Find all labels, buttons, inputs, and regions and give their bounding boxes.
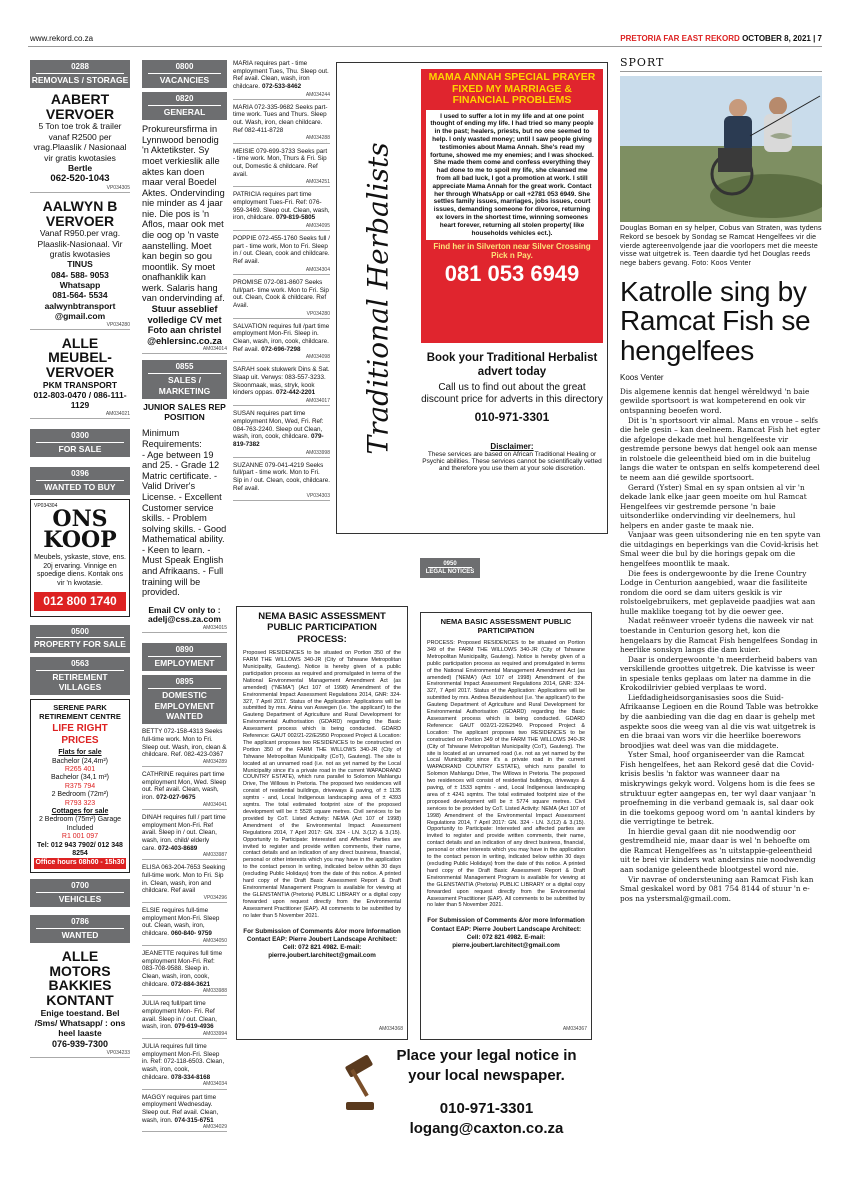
ad-ref: AM033998: [233, 450, 330, 458]
domestic-ad: [233, 148, 330, 179]
ad-text: DINAH requires full / part time employment Mon-Fri. Ref avail. Sleep in / out. Clean, wash, iron. child/ elderly care.: [142, 813, 226, 852]
ons-koop-ad: [30, 499, 130, 617]
ad-phone: 079-819-5805: [275, 214, 316, 222]
category-wanted: 0786 WANTED: [30, 915, 130, 943]
mama-annah-ad: [421, 69, 603, 343]
unit-price: R375 794: [64, 782, 96, 790]
ad-title: ONS KOOP: [43, 506, 117, 554]
ad-text: BETTY 072-158-4313 Seeks full-time work. Mon to Fri. Sleep out. Wash, iron, clean & childcare. Ref. 082-423-0367: [142, 728, 227, 759]
article-paragraph: Dis algemene kennis dat hengel wêreldwyd 'n baie gewilde sportsoort is wat kompeterend en ook vir ontspanning beoefen word.: [620, 386, 810, 416]
ad-email: Email CV only to : adelj@css.za.com: [147, 604, 222, 625]
disclaimer-title: Disclaimer:: [490, 441, 534, 451]
unit-price: R265 401: [64, 766, 96, 774]
herbalist-directory: [336, 62, 608, 534]
notice-contact: For Submission of Comments &/or more Information Contact EAP: Pierre Joubert Landscape Architect: Cell: 072 821 4982. E-mail: pierre.joubert.larchitect@gmail.com: [427, 917, 585, 949]
ad-phone: 072-027-9675: [156, 794, 196, 802]
ad-testimonial: I used to suffer a lot in my life and at one point thought of ending my life. I had tried so many people in the past; healers, priests, but no one seemed to help. I only wasted money; until I saw people giving testimonies about Mama Annah. She's read my fortune, showed me my enemies; and I was shocked. She made them come and confess everything they had done to me to spoil my life, she cleansed me from all bad luck, I got a promotion at work. I still appreciate Mama Annah for the great work. Contact her through WhatsApp or call +2781 053 6949. She settles family issues, marriages, jobs issues, court issues, demanding someone for divorce, returning ex lovers in the shortest time, winning someones heart forever, returning all stolen property( like households vehicles ect.).: [426, 110, 598, 241]
ad-text: JULIA req full/part time employment Mon- Fri. Ref avail. Sleep in / out. Clean, wash, iron.: [142, 1000, 217, 1031]
ad-phone: 072-442-2201: [275, 389, 316, 397]
article-paragraph: Nadat reënweer vroeër tydens die naweek vir nat toestande in Centurion gesorg het, kon die hengelaars by die Ramcat Fish hengelfees Sondag in heerlike sonskyn langs die dam kuier.: [620, 616, 818, 655]
ad-ref: AM034014: [142, 346, 227, 354]
unit-type: 2 Bedroom (72m²): [51, 791, 109, 799]
domestic-ad: [142, 728, 227, 759]
ad-heading: MAMA ANNAH SPECIAL PRAYER FIXED MY MARRIAGE & FINANCIAL PROBLEMS: [428, 71, 596, 107]
domestic-ad: [142, 771, 227, 802]
ad-cta: Stuur asseblief volledige CV met Foto aan christel @ehlersinc.co.za: [147, 304, 222, 346]
site-url: www.rekord.co.za: [30, 34, 94, 43]
ad-ref: VP034280: [30, 322, 130, 330]
issue-date: OCTOBER 8, 2021: [742, 34, 811, 43]
disclaimer-text: These services are based on African Traditional Healing or Psychic abilities. These services cannot be scientifically vetted and therefore you use them at your sole discretion.: [422, 450, 602, 472]
ad-ref: AM034304: [233, 267, 330, 275]
ad-email: logang@caxton.co.za: [409, 1119, 564, 1137]
classifieds-column-2: [142, 60, 227, 1136]
page-number: 7: [817, 34, 822, 43]
ad-phone: 074-315-6751: [174, 1116, 214, 1124]
ad-ref: AM034034: [142, 1081, 227, 1089]
ad-location: Find her in Silverton near Silver Crossing Pick n Pay.: [433, 242, 591, 261]
ad-phone: Tel: 012 943 7902/ 012 348 8254: [37, 841, 123, 857]
ad-requirements-list: - Age between 19 and 25. - Grade 12 Matric certificate. - Valid Driver's License. - Excellent Customer service skills. - Problem solving skills. - Good Mathematical ability. - Keen to learn. - Must Speak English and Afrikaans. - Full training will be provided.: [142, 449, 227, 598]
ad-ref: AM034251: [233, 179, 330, 187]
ad-whatsapp-label: Whatsapp: [59, 280, 101, 291]
ad-phone: 079-819-7382: [233, 433, 324, 448]
ad-phone: 012 800 1740: [34, 592, 126, 611]
ad-text: PROMISE 072-081-8607 Seeks full/part- time work. Mon to Fri. Sip out. Clean, Cook & childcare. Ref Avail.: [233, 278, 329, 309]
ad-phone: 062-520-1043: [50, 173, 110, 185]
ad-ref: AM034368: [378, 1025, 403, 1032]
ad-title: ALLE MOTORS BAKKIES KONTANT: [46, 948, 114, 1009]
notice-body: Proposed RESIDENCES to be situated on Portion 350 of the FARM THE WILLOWS 340-JR (City of Tshwane Metropolitan Municipality, Gauteng). Notice is hereby given of a public participation process as required and promulgated in terms of the National Environmental Management Amendment Act (as amended) ("NEMA") (Act 107 of 1998) Amendment of the Environmental Impact Assessment Regulations 2014, GNR: 324-327, 7 April 2017. Status of the Application: Applications will be submitted by mrs. Anina van Aswegen (i.e. 'the applicant') to the Gauteng Department of Agriculture and Rural Development for Environmental Authorisation (GDARD) regarding the Basic Assessment process which is being conducted. GDARD Reference: GAUT 002/21-22/E2950 Proposed Project & Location: The applicant proposes two RESIDENCES to be constructed on Portion 350 of the FARM THE WILLOWS 340-JR (City of Tshwane Metropolitan Municipality (CoT), Gauteng). The site is located at an unnamed road (i.e. not as yet named by the Local Municipality since it's a private road in the current WAPADRAND COUNTRY ESTATE), which runs parallel to Solomon Mahlangu Drive, The Willows in Pretoria. The proposed two residences will consist of residential buildings, driveways & paving, of ± 1135 sqmtrs - and, Local Indigenous landscaping area of ± 4393 sqmtrs. The total estimated footprint size of the proposed development will be ± 5528 square metres. Civil services to be provided by CoT. Listed Activity: NEMA (Act 107 of 1998) Amendment of the Environmental Impact Assessment Regulations 2014, 7 April 2017: GN. 324 - LN. 3.(12) & 3.(15). Opportunity to Participate: Interested and Affected Parties are invited to register and provide written comments, their name, contact details and an indication of any direct business, financial, personal or other interests which you may have in the application to the contact person in writing, indicated below within 30 days (excluding Public Holidays) from the date of this notice. A printed hard copy of the Draft Basic Assessment Report & Draft Environmental Management Program is available for viewing at the GLENSTANTIA (Pretoria) PUBLIC LIBRARY or a digital copy forwarded upon request directly from the Environmental Assessment Practitioner (EAP). All comments to be submitted by no later than 5 November 2021.: [243, 650, 401, 919]
notice-title: NEMA BASIC ASSESSMENT PUBLIC PARTICIPATION: [440, 617, 572, 635]
category-for-sale: 0300 FOR SALE: [30, 429, 130, 457]
gavel-icon: [340, 1052, 378, 1112]
ad-ref: AM034367: [562, 1025, 587, 1032]
unit-price: R1 001 097: [61, 833, 99, 841]
ad-email: aalwynbtransport @gmail.com: [44, 300, 116, 322]
ad-ref: AM034098: [233, 354, 330, 362]
unit-type: 2 Bedroom (75m²) Garage Included: [38, 816, 122, 832]
ad-ref: VP034280: [233, 311, 330, 319]
ad-phone: 072-403-8689: [158, 844, 198, 852]
classifieds-column-3: [233, 60, 330, 505]
ad-text: MEISIE 079-699-3733 Seeks part - time work. Mon, Thurs & Fri. Sip out, Domestic & childcare. Ref avail.: [233, 147, 328, 178]
header-rule: [28, 46, 822, 47]
category-general: 0820 GENERAL: [142, 92, 227, 120]
domestic-ad: [142, 864, 227, 895]
ad-text: SUZANNE 079-041-4219 Seeks full/part - time work. Mon to Fri. Sip in / out. Clean, cook, childcare. Ref avail.: [233, 461, 330, 492]
ad-text: ELSIE requires full-time employment Mon-Fri. Sleep out. Clean, wash, iron, childcare.: [142, 907, 220, 938]
article-paragraph: Gerard (Yster) Smal en sy span ontsien al vir 'n dekade lank elke jaar geen moeite om hul Ramcat Hengelfees vir gestremde persone 'n baie uitsonderlike ondervinding vir deelnemers, hul helpers en ander gaste te maak nie.: [620, 482, 807, 530]
ad-phone: 072-884-3621: [170, 980, 211, 988]
ad-requirements-label: Minimum Requirements:: [142, 428, 202, 450]
ad-ref: AM033987: [142, 852, 227, 860]
ad-phone: 010-971-3301: [474, 409, 550, 424]
ad-subheading: Cottages for sale: [51, 808, 109, 816]
ad-text: PATRICIA requires part time employment Tues-Fri. Ref: 076-959-3469. Sleep out. Clean, wash, iron, childcare.: [233, 191, 330, 222]
domestic-ad: [233, 235, 330, 266]
ad-phone: 084- 588- 9053: [51, 269, 109, 280]
ad-body: Call us to find out about the great discount price for adverts in this directory: [421, 381, 603, 405]
domestic-ad: [142, 1094, 227, 1125]
ad-phone: 072-533-8462: [261, 83, 302, 91]
ad-heading: LIFE RIGHT PRICES: [52, 723, 108, 747]
ad-text: MARIA 072-335-9682 Seeks part-time work. Tues and Thurs. Sleep out. Wash, iron, clean childcare. Ref 082-411-8728: [233, 103, 328, 134]
ad-ref: AM033988: [142, 988, 227, 996]
ad-phone: 081 053 6949: [444, 260, 580, 286]
domestic-ad: [233, 462, 330, 493]
article-paragraph: Vir navrae of ondersteuning aan Ramcat Fish kan Smal geskakel word by 081 754 8144 of stuur 'n e-pos na ystersmal@gmail.com.: [620, 874, 814, 903]
herbalist-side-title: Traditional Herbalists: [361, 141, 395, 455]
ad-heading: Book your Traditional Herbalist advert today: [426, 352, 598, 379]
ad-phone: 079-619-4936: [174, 1023, 214, 1031]
category-retirement-villages: 0563 RETIREMENT VILLAGES: [30, 657, 130, 695]
ad-subtitle: PKM TRANSPORT: [42, 379, 118, 390]
category-domestic-employment-wanted: 0895 DOMESTIC EMPLOYMENT WANTED: [142, 675, 227, 724]
category-wanted-to-buy: 0396 WANTED TO BUY: [30, 467, 130, 495]
ad-ref: VP034296: [142, 895, 227, 903]
domestic-ad: [142, 1000, 227, 1031]
paper-name: PRETORIA FAR EAST REKORD: [620, 34, 740, 43]
article-paragraph: Die fees is ondergewoonte by die Irene Country Lodge in Centurion aangebied, waar die fasiliteite rondom die oord se dam uiters geskik is vir rolstoelgebruikers, met geplaveide paadjies wat aan hulle maklike toegang tot by die oewer gee.: [620, 568, 816, 616]
ad-text: JULIA requires full time employment Mon-Fri. Sleep in. Ref: 072-118-6503. Clean, wash, iron, cook, childcare.: [142, 1043, 225, 1081]
domestic-ad: [233, 104, 330, 135]
article-paragraph: In hierdie geval gaan dit nie noodwendig oor gestremdheid nie, maar daar is wel 'n behoefte om die Ramcat Hengelfees as 'n uitstappie-geleentheid uit te brei vir kinders wat andersins nie noodwendig aan sodanige geleenthede blootgestel word nie.: [620, 826, 816, 875]
ad-ref: AM034015: [142, 625, 227, 633]
ad-ref: AM034289: [142, 759, 227, 767]
ad-text: JEANETTE requires full time employment Mon-Fri. Ref: 083-708-9588. Sleep in. Clean, wash, iron, cook, childcare.: [142, 949, 223, 988]
ad-title: SERENE PARK RETIREMENT CENTRE: [39, 703, 121, 722]
serene-park-ad: [30, 699, 130, 872]
section-label: SPORT: [620, 56, 822, 72]
ad-text: ELISA 063-204-7653 Seeking full-time work. Mon to Fri. Sip in. Clean, wash, iron and childcare. Ref avail: [142, 864, 225, 895]
category-legal-notices: 0950 LEGAL NOTICES: [420, 558, 480, 578]
classifieds-column-1: [30, 60, 130, 1062]
ad-title: AABERT VERVOER: [45, 91, 115, 122]
ad-contact: Bertle: [67, 162, 93, 173]
domestic-ad: [142, 1043, 227, 1081]
ad-text: SUSAN requires part time employment Mon, Wed, Fri. Ref: 084-763-2240. Sleep out Clean, wash, iron, cook, childcare.: [233, 410, 324, 441]
ad-title: JUNIOR SALES REP POSITION: [143, 401, 226, 422]
photo-caption: Douglas Boman en sy helper, Cobus van Straten, was tydens Rekord se besoek by Sondag se Ramcat Hengelfees vir die vierde agtereenvolgende jaar die voorlopers met die meeste visse wat uitgetrek is. Teen daardie tyd het Douglas reeds nege babers gevang. Foto: Koos Venter: [620, 225, 822, 267]
ad-title: AALWYN B VERVOER: [42, 197, 118, 229]
domestic-ad: [142, 950, 227, 988]
ad-text: SARAH soek stukwerk Dins & Sat. Slaap uit. Verwys: 083-557-3233. Skoonmaak, was, stryk, kook kinders oppas.: [233, 366, 330, 397]
domestic-ad: [142, 814, 227, 852]
ad-text: MAGGY requires part time employment Wednesday. Sleep out. Ref avail. Clean, wash, iron.: [142, 1093, 219, 1124]
domestic-ads-list: [142, 728, 227, 1132]
ad-heading: Place your legal notice in your local newspaper.: [396, 1047, 577, 1084]
ad-subheading: Flats for sale: [58, 749, 102, 757]
notice-contact: For Submission of Comments &/or more Information Contact EAP: Pierre Joubert Landscape Architect: Cell: 072 821 4982. E-mail: pierre.joubert.larchitect@gmail.com: [243, 927, 401, 960]
unit-type: Bachelor (24,4m²): [51, 757, 109, 765]
ad-body: Meubels, yskaste, stove, ens. 20j ervaring. Vinnige en spoedige diens. Kontak ons vir 'n kwotasie.: [34, 553, 126, 587]
ad-phone: 012-803-0470 / 086-111-1129: [33, 390, 127, 411]
ad-ref: VP034303: [233, 493, 330, 501]
ad-text: CATHRINE requires part time employment Mon, Wed. Sleep out. Ref avail. Clean, wash, iron.: [142, 771, 227, 802]
category-property-for-sale: 0500 PROPERTY FOR SALE: [30, 625, 130, 653]
ad-ref: AM033994: [142, 1031, 227, 1039]
ad-phone: 076-939-7300: [51, 1038, 109, 1049]
article-paragraph: Daar is ondergewoonte 'n meerderheid babers van verskillende groottes uitgetrek. Die katvisse is weer in spesiale tenks geplaas om later na damme in die Krokodilrivier gebied verplaas te word.: [620, 654, 818, 693]
domestic-ad: [233, 410, 330, 448]
domestic-ad: [233, 323, 330, 354]
ad-phone: 072-696-7298: [261, 345, 301, 353]
ad-ref: VP034304: [34, 503, 58, 510]
ad-title: ALLE MEUBEL-VERVOER: [45, 334, 115, 381]
ad-whatsapp-phone: 081-564- 5534: [52, 290, 108, 301]
domestic-ads-list: [233, 60, 330, 501]
unit-price: R793 323: [64, 799, 96, 807]
article-paragraph: Vanjaar was geen uitsondering nie en ten spyte van die uitdagings en beperkings van die Covid-krisis het Smal weer die bul by die horings gepak om die hengelfees moontlik te maak.: [620, 530, 821, 569]
category-vacancies: 0800 VACANCIES: [142, 60, 227, 88]
ad-ref: AM034095: [233, 223, 330, 231]
ad-ref: AM034029: [142, 1124, 227, 1132]
category-removals: 0288 REMOVALS / STORAGE: [30, 60, 130, 88]
ad-ref: VP034233: [30, 1050, 130, 1058]
ad-ref: AM034050: [142, 938, 227, 946]
article-photo: [620, 76, 822, 222]
ad-phone: 060-840- 9759: [170, 930, 212, 938]
ad-phone: 078-334-8168: [170, 1073, 211, 1081]
ad-ref: VP034305: [30, 185, 130, 193]
domestic-ad: [233, 279, 330, 310]
nema-notice-1: [236, 606, 408, 1040]
article-paragraph: Liefdadigheidsorganisasies soos die Suid-Afrikaanse Legioen en die Round Table was betrokke by die aanbieding van die dag en daar is gehelp met aspekte soos die weeg van al die vis wat uitgetrek is en die braai van wors vir die heerlike boerewors broodjies wat deel was van die middagete.: [620, 692, 819, 750]
domestic-ad: [233, 366, 330, 397]
ad-ref: AM034288: [233, 135, 330, 143]
ad-ref: AM034244: [233, 92, 330, 100]
category-employment: 0890 EMPLOYMENT: [142, 643, 227, 671]
ad-contact: TINUS: [67, 259, 93, 270]
legal-notice-ad: [336, 1042, 592, 1158]
category-sales-marketing: 0855 SALES / MARKETING: [142, 360, 227, 398]
domestic-ad: [142, 907, 227, 938]
sport-section: [620, 56, 822, 903]
ad-ref: AM034021: [30, 411, 130, 419]
ad-body: Vanaf R950.per vrag. Plaaslik-Nasionaal. Vir gratis kwotasies: [37, 228, 123, 260]
unit-type: Bachelor (34,1 m²): [51, 774, 109, 782]
ad-text: MARIA requires part - time employment Tues, Thu. Sleep out. Ref avail. Clean, wash, iron childcare.: [233, 60, 329, 91]
category-vehicles: 0700 VEHICLES: [30, 879, 130, 907]
notice-body: PROCESS: Proposed RESIDENCES to be situated on Portion 349 of the FARM THE WILLOWS 340-JR (City of Tshwane Metropolitan Municipality, Gauteng). Notice is hereby given of a public participation process as required and promulgated in terms of the National Environmental Management Amendment Act (as amended) ('NEMA') (Act 107 of 1998) Amendment of the Environmental Impact Assessment Regulations 2014, GNR: 324-327, 7 April 2017. Status of the Application: Applications will be submitted by mrs. Andrea Bezuidenhout (i.e. 'the applicant') to the Gauteng Department of Agriculture and Rural Development for Environmental Authorisation (GDARD) regarding the Basic Assessment process which is being conducted. GDARD Reference: GAUT 002/21-22/E2949. Proposed Project & Location: The applicant proposes two RESIDENCES to be constructed on Portion 349 of the FARM THE WILLOWS 340-JR (City of Tshwane Metropolitan Municipality (CoT), Gauteng). The site is located at an unnamed road (i.e. not as yet named by the Local Municipality since it's a private road in the current WAPADRAND COUNTRY ESTATE), which runs parallel to Solomon Mahlangu Drive, The Willows in Pretoria. The proposed two residences will consist of residential buildings, driveways & paving, of ± 1533 sqmtrs - and, Local Indigenous landscaping area of ± 4241 sqmtrs. The total estimated footprint size of the proposed development will be ± 5774 square metres. Civil services to be provided by CoT. Listed Activity: NEMA (Act 107 of 1998) Amendment of the Environmental Impact Assessment Regulations 2014, 7 April 2017: GN. 324 - LN. 3.(12) & 3.(15). Opportunity to Participate: Interested and affected parties are invited to register and provide written comments, their name, contact details and an indication of any direct business, financial, personal or other interests which you may have in the application to the contact person in writing, indicated below within 30 days (excluding Public Holidays) from the date of this notice. A printed hard copy of the Draft Basic Assessment Report & Draft Environmental Management Program is available for viewing at the GLENSTANTIA (Pretoria) PUBLIC LIBRARY or a digital copy forwarded upon request directly from the Environmental Assessment Practitioner (EAP). All comments to be submitted by no later than 5 November 2021.: [427, 640, 585, 909]
notice-title: NEMA BASIC ASSESSMENT PUBLIC PARTICIPATION PROCESS:: [258, 611, 386, 645]
fishing-photo-icon: [620, 76, 822, 222]
ad-phone: 010-971-3301: [439, 1100, 534, 1117]
article-headline: Katrolle sing by Ramcat Fish se hengelfees: [620, 275, 811, 366]
ad-text: POPPIE 072-455-1760 Seeks full / part - time work, Mon to Fri. Sleep in / out. Clean, cook and childcare. Ref avail.: [233, 235, 330, 266]
ad-body: Prokureursfirma in Lynnwood benodig 'n Aktetikster. Sy moet verkieslik alle aktes kan doen maar veral Boedel Aktes. Ondervinding nie minder as 4 jaar nie. Die pos is 'n Aflos, maar ook met die oog op 'n vaste aanstelling. Moet kan begin so gou moontlik. Sy moet onafhanklik kan werk. Salaris hang van ondervinding af.: [142, 124, 225, 304]
ad-office-hours: Office hours 08h00 - 15h30: [34, 858, 126, 868]
article-byline: Koos Venter: [620, 372, 664, 382]
ad-ref: AM034041: [142, 802, 227, 810]
ad-ref: AM034017: [233, 398, 330, 406]
page-header: PRETORIA FAR EAST REKORD OCTOBER 8, 2021 | 7: [620, 34, 822, 43]
ad-body: 5 Ton toe trok & trailer vanaf R2500 per vrag.Plaaslik / Nasionaal vir gratis kwotasies: [33, 121, 127, 163]
domestic-ad: [233, 191, 330, 222]
article-body: [620, 387, 822, 903]
nema-notice-2: [420, 612, 592, 1040]
book-herbalist-ad: [421, 351, 603, 424]
domestic-ad: [233, 60, 330, 91]
ad-text: SALVATION requires full /part time employment Mon-Fri. Sleep in. Clean, wash, iron, cook, childcare. Ref avail.: [233, 322, 330, 353]
disclaimer: [421, 442, 603, 472]
article-paragraph: Yster Smal, hoof organiseerder van die Ramcat Fish hengelfees, het aan Rekord gesê dat die Covid-krisis beslis 'n faktor was wanneer daar na miskrywings gekyk word. Volgens hom is die fees se struktuur egter aangepas en, ter wyl daar vanjaar 'n proefneming in die verband gemaak is, sal daar ook in die toekoms gepoog word om 'n aantal kinders by die verrigtinge te betrek.: [620, 750, 816, 827]
ad-body: Enige toestand. Bel /Sms/ Whatsapp/ : ons heel laaste: [34, 1007, 126, 1039]
article-paragraph: Dit is 'n sportsoort vir almal. Mans en vroue – selfs die hele gesin – kan deelneem. Ramcat Fish het egter die afgelope dekade met hul hengelfeeste vir gestremde persone bewys dat hengel ook aan mense in rolstoele die geleentheid bied om in die buitelug langs die water te ontspan en selfs kompeterend deel te neem aan dié gewilde sportsoort.: [620, 415, 821, 482]
